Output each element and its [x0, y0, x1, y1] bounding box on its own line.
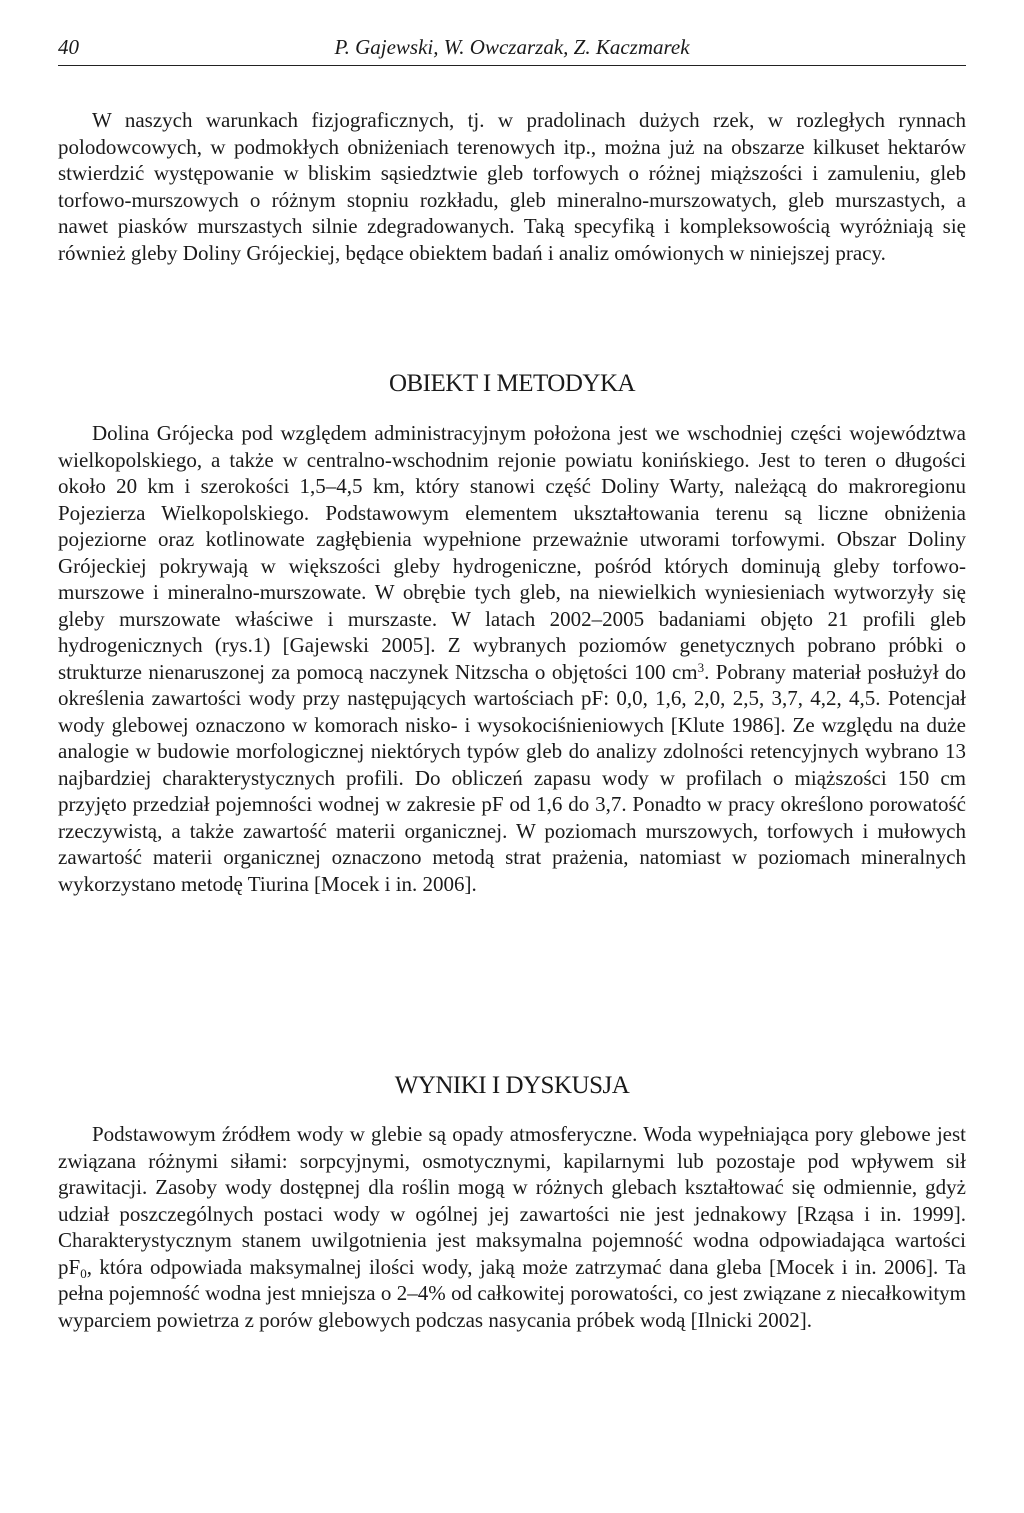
- methods-text-part2: . Pobrany materiał posłużył do określenia zawartości wody przy następujących wartościach pF: 0,0, 1,6, 2,0, 2,5, 3,7, 4,2, 4,5. Potencjał wody glebowej oznaczono w komorach nisko- i wysokociśnieniowych [Klute 1986]. Ze względu na duże analogie w budowie morfologicznej niektórych typów gleb do analizy zdolności retencyjnych wybrano 13 najbardziej charakterystycznych profili. Do obliczeń zapasu wody w profilach o miąższości 150 cm przyjęto przedział pojemności wodnej w zakresie pF od 1,6 do 3,7. Ponadto w pracy określono porowatość rzeczywistą, a także zawartość materii organicznej. W poziomach murszowych, torfowych i mułowych zawartość materii organicznej oznaczono metodą strat prażenia, natomiast w poziomach mineralnych wykorzystano metodę Tiurina [Mocek i in. 2006].: [58, 659, 966, 896]
- subscript-zero: 0: [80, 1265, 87, 1281]
- running-title: P. Gajewski, W. Owczarzak, Z. Kaczmarek: [334, 35, 690, 59]
- methods-text-part1: Dolina Grójecka pod względem administracyjnym położona jest we wschodniej części województwa wielkopolskiego, a także w centralno-wschodnim rejonie powiatu konińskiego. Jest to teren o długości około 20 km i szerokości 1,5–4,5 km, który stanowi część Doliny Warty, należącą do makroregionu Pojezierza Wielkopolskiego. Podstawowym elementem ukształtowania terenu są liczne obniżenia pojeziorne oraz kotlinowate zagłębienia wypełnione przeważnie utworami torfowymi. Obszar Doliny Grójeckiej pokrywają w większości gleby hydrogeniczne, pośród których dominują gleby torfowo-murszowe i mineralno-murszowate. W obrębie tych gleb, na niewielkich wyniesieniach wytworzyły się gleby murszowate właściwe i murszaste. W latach 2002–2005 badaniami objęto 21 profili gleb hydrogenicznych (rys.1) [Gajewski 2005]. Z wybranych poziomów genetycznych pobrano próbki o strukturze nienaruszonej za pomocą naczynek Nitzscha o objętości 100 cm: [58, 421, 966, 684]
- intro-paragraph: W naszych warunkach fizjograficznych, tj. w pradolinach dużych rzek, w rozległych rynnach polodowcowych, w podmokłych obniżeniach terenowych itp., można już na obszarze kilkuset hektarów stwierdzić występowanie w bliskim sąsiedztwie gleb torfowych o różnej miąższości i zamuleniu, gleb torfowo-murszowych o różnym stopniu rozkładu, gleb mineralno-murszowatych, gleb murszastych, a nawet piasków murszastych silnie zdegradowanych. Taką specyfiką i kompleksowością wyróżniają się również gleby Doliny Grójeckiej, będące obiektem badań i analiz omówionych w niniejszej pracy.: [58, 108, 966, 265]
- results-paragraph: [58, 1121, 966, 1333]
- superscript-cubic: 3: [697, 659, 705, 675]
- running-header: [58, 33, 966, 66]
- results-text-part1: Podstawowym źródłem wody w glebie są opady atmosferyczne. Woda wypełniająca pory glebowe jest związana różnymi siłami: sorpcyjnymi, osmotycznymi, kapilarnymi lub pozostaje pod wpływem sił grawitacji. Zasoby wody dostępnej dla roślin mogą w różnych glebach kształtować się odmiennie, gdyż udział poszczególnych postaci wody w ogólnej jej zawartości nie jest jednakowy [Rząsa i in. 1999]. Charakterystycznym stanem uwilgotnienia jest maksymalna pojemność wodna odpowiadająca wartości pF: [58, 1122, 966, 1279]
- results-text-part2: , która odpowiada maksymalnej ilości wody, jaką może zatrzymać dana gleba [Mocek i in. 2006]. Ta pełna pojemność wodna jest mniejsza o 2–4% od całkowitej porowatości, co jest związane z niecałkowitym wyparciem powietrza z porów glebowych podczas nasycania próbek wodą [Ilnicki 2002].: [58, 1254, 966, 1332]
- page-number: 40: [58, 35, 79, 59]
- section-heading-results: WYNIKI I DYSKUSJA: [394, 1072, 630, 1099]
- section-heading-methods: OBIEKT I METODYKA: [388, 370, 636, 397]
- methods-paragraph: [58, 420, 966, 897]
